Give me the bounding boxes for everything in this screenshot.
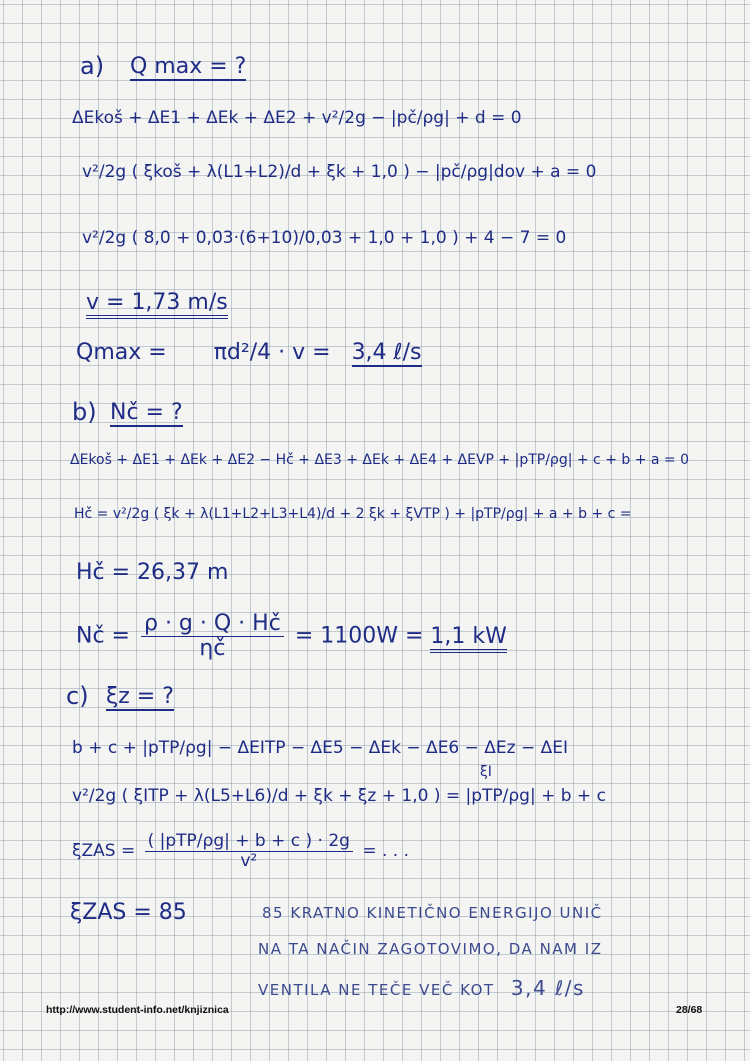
part-c-equation-2: v²/2g ( ξITP + λ(L5+L6)/d + ξk + ξz + 1,0 ) = |pTP/ρg| + b + c	[72, 786, 606, 806]
head-result: Hč = 26,37 m	[76, 560, 229, 585]
part-b-question-text: Nč = ?	[110, 400, 183, 425]
part-a-equation-1: ΔEkoš + ΔE1 + ΔEk + ΔE2 + v²/2g − |pč/ρg| + d = 0	[72, 108, 522, 128]
part-b-equation-2: Hč = v²/2g ( ξk + λ(L1+L2+L3+L4)/d + 2 ξk + ξVTP ) + |pTP/ρg| + a + b + c =	[74, 506, 632, 522]
valve-coefficient-result: ξZAS = 85	[70, 900, 187, 925]
footer-url[interactable]: http://www.student-info.net/knjiznica	[46, 1004, 229, 1016]
part-c-question	[106, 684, 174, 709]
velocity-result	[86, 290, 228, 315]
part-c-equation-1: b + c + |pTP/ρg| − ΔEITP − ΔE5 − ΔEk − ΔE6 − ΔEz − ΔEI	[72, 738, 569, 758]
power-equation-lhs: Nč =	[76, 623, 130, 649]
part-c-fraction-denominator: v²	[240, 850, 258, 871]
note-line-1: 85 KRATNO KINETIČNO ENERGIJO UNIČ	[262, 904, 603, 922]
part-c-label: c)	[66, 682, 89, 710]
flow-equation-lhs: Qmax =	[76, 340, 167, 365]
page-number: 28/68	[676, 1004, 703, 1016]
power-result: 1,1 kW	[430, 624, 506, 653]
part-c-equation-3-tail: = . . .	[362, 841, 410, 862]
power-fraction	[141, 612, 284, 661]
part-b-label: b)	[72, 398, 97, 426]
part-c-equation-3	[72, 832, 409, 870]
part-a-equation-3: v²/2g ( 8,0 + 0,03·(6+10)/0,03 + 1,0 + 1,0 ) + 4 − 7 = 0	[82, 228, 567, 248]
velocity-result-text: v = 1,73 m/s	[86, 290, 228, 319]
part-a-equation-2: v²/2g ( ξkoš + λ(L1+L2)/d + ξk + 1,0 ) − |pč/ρg|dov + a = 0	[82, 162, 597, 182]
note-value: 3,4 ℓ/s	[510, 976, 585, 1000]
part-b-question	[110, 400, 183, 425]
part-c-equation-3-lhs: ξZAS =	[72, 841, 136, 862]
power-fraction-denominator: ηč	[199, 636, 226, 662]
part-a-question	[130, 54, 246, 79]
power-fraction-numerator: ρ · g · Q · Hč	[141, 612, 284, 637]
power-equation	[76, 612, 507, 661]
note-line-2: NA TA NAČIN ZAGOTOVIMO, DA NAM IZ	[258, 940, 603, 958]
part-a-question-text: Q max = ?	[130, 54, 247, 79]
part-c-fraction	[145, 832, 353, 870]
part-c-equation-2-super: ξI	[480, 764, 492, 780]
power-equation-mid: = 1100W =	[294, 623, 424, 649]
part-c-fraction-numerator: ( |pTP/ρg| + b + c ) · 2g	[145, 832, 353, 852]
note-line-3	[258, 976, 585, 1000]
part-a-label: a)	[80, 52, 105, 80]
flow-result: 3,4 ℓ/s	[351, 340, 422, 365]
flow-equation	[76, 340, 422, 365]
note-line-3-text: VENTILA NE TEČE VEČ KOT	[258, 981, 495, 999]
flow-equation-mid: πd²/4 · v =	[213, 340, 331, 365]
part-c-question-text: ξz = ?	[106, 684, 174, 709]
part-b-equation-1: ΔEkoš + ΔE1 + ΔEk + ΔE2 − Hč + ΔE3 + ΔEk + ΔE4 + ΔEVP + |pTP/ρg| + c + b + a = 0	[70, 452, 690, 468]
